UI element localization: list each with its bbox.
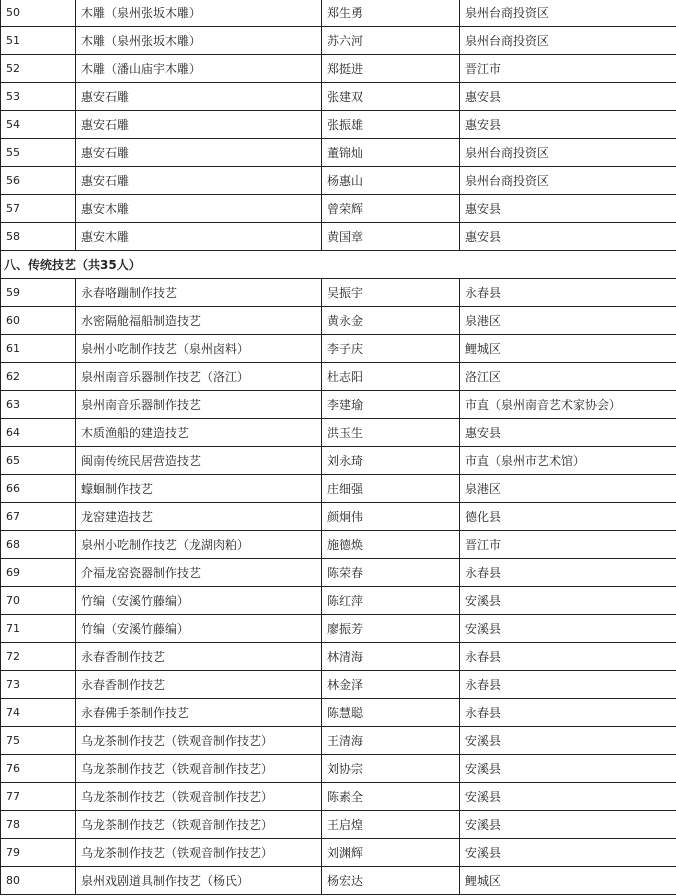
- table-row: [1, 559, 676, 587]
- row-number: 67: [1, 503, 76, 531]
- row-number: 53: [1, 83, 76, 111]
- table-body-section-8: [1, 279, 676, 895]
- table-row: [1, 643, 676, 671]
- table-row: [1, 755, 676, 783]
- inheritor-name: 张振雄: [322, 111, 460, 139]
- project-name: 惠安石雕: [76, 111, 322, 139]
- row-number: 56: [1, 167, 76, 195]
- region-name: 安溪县: [460, 587, 676, 615]
- project-name: 竹编（安溪竹藤编）: [76, 615, 322, 643]
- region-name: 永春县: [460, 671, 676, 699]
- region-name: 洛江区: [460, 363, 676, 391]
- inheritor-name: 陈慧聪: [322, 699, 460, 727]
- region-name: 惠安县: [460, 419, 676, 447]
- table-row: [1, 811, 676, 839]
- inheritor-name: 颜炯伟: [322, 503, 460, 531]
- project-name: 乌龙茶制作技艺（铁观音制作技艺）: [76, 755, 322, 783]
- inheritor-name: 郑挺进: [322, 55, 460, 83]
- table-row: [1, 111, 676, 139]
- table-row: [1, 475, 676, 503]
- inheritor-name: 杜志阳: [322, 363, 460, 391]
- row-number: 62: [1, 363, 76, 391]
- table-row: [1, 55, 676, 83]
- region-name: 晋江市: [460, 531, 676, 559]
- table-row: [1, 727, 676, 755]
- table-body-section-7: [1, 0, 676, 251]
- inheritor-name: 黄国章: [322, 223, 460, 251]
- row-number: 50: [1, 0, 76, 27]
- table-row: [1, 279, 676, 307]
- table-row: [1, 867, 676, 895]
- project-name: 木质渔船的建造技艺: [76, 419, 322, 447]
- row-number: 55: [1, 139, 76, 167]
- region-name: 永春县: [460, 279, 676, 307]
- project-name: 乌龙茶制作技艺（铁观音制作技艺）: [76, 727, 322, 755]
- table-row: [1, 363, 676, 391]
- inheritor-name: 林清海: [322, 643, 460, 671]
- inheritor-name: 黄永金: [322, 307, 460, 335]
- project-name: 乌龙茶制作技艺（铁观音制作技艺）: [76, 783, 322, 811]
- row-number: 80: [1, 867, 76, 895]
- inheritor-name: 王启煌: [322, 811, 460, 839]
- row-number: 76: [1, 755, 76, 783]
- row-number: 61: [1, 335, 76, 363]
- row-number: 59: [1, 279, 76, 307]
- table-row: [1, 699, 676, 727]
- table-row: [1, 139, 676, 167]
- region-name: 泉港区: [460, 475, 676, 503]
- table-row: [1, 167, 676, 195]
- inheritor-name: 施德焕: [322, 531, 460, 559]
- region-name: 永春县: [460, 559, 676, 587]
- table-row: [1, 447, 676, 475]
- row-number: 68: [1, 531, 76, 559]
- region-name: 鲤城区: [460, 867, 676, 895]
- project-name: 惠安石雕: [76, 167, 322, 195]
- row-number: 78: [1, 811, 76, 839]
- project-name: 惠安木雕: [76, 195, 322, 223]
- project-name: 乌龙茶制作技艺（铁观音制作技艺）: [76, 839, 322, 867]
- region-name: 安溪县: [460, 783, 676, 811]
- row-number: 79: [1, 839, 76, 867]
- inheritor-name: 刘渊辉: [322, 839, 460, 867]
- region-name: 泉州台商投资区: [460, 27, 676, 55]
- inheritor-name: 郑生勇: [322, 0, 460, 27]
- inheritor-name: 杨宏达: [322, 867, 460, 895]
- inheritor-name: 陈素全: [322, 783, 460, 811]
- inheritor-name: 王清海: [322, 727, 460, 755]
- project-name: 惠安木雕: [76, 223, 322, 251]
- table-row: [1, 0, 676, 27]
- project-name: 泉州南音乐器制作技艺: [76, 391, 322, 419]
- row-number: 66: [1, 475, 76, 503]
- inheritor-name: 刘永琦: [322, 447, 460, 475]
- region-name: 惠安县: [460, 111, 676, 139]
- inheritor-name: 陈红萍: [322, 587, 460, 615]
- region-name: 安溪县: [460, 615, 676, 643]
- table-row: [1, 587, 676, 615]
- table-row: [1, 223, 676, 251]
- project-name: 惠安石雕: [76, 139, 322, 167]
- project-name: 水密隔舱福船制造技艺: [76, 307, 322, 335]
- region-name: 市直（泉州南音艺术家协会）: [460, 391, 676, 419]
- table-row: [1, 531, 676, 559]
- project-name: 蠓蛔制作技艺: [76, 475, 322, 503]
- region-name: 惠安县: [460, 83, 676, 111]
- table-row: [1, 391, 676, 419]
- row-number: 75: [1, 727, 76, 755]
- project-name: 龙窑建造技艺: [76, 503, 322, 531]
- region-name: 惠安县: [460, 223, 676, 251]
- project-name: 永春香制作技艺: [76, 643, 322, 671]
- project-name: 永春咯蹦制作技艺: [76, 279, 322, 307]
- project-name: 惠安石雕: [76, 83, 322, 111]
- inheritor-name: 董锦灿: [322, 139, 460, 167]
- project-name: 永春香制作技艺: [76, 671, 322, 699]
- inheritor-name: 廖振芳: [322, 615, 460, 643]
- table-row: [1, 83, 676, 111]
- inheritor-name: 李建瑜: [322, 391, 460, 419]
- region-name: 永春县: [460, 699, 676, 727]
- inheritor-name: 李子庆: [322, 335, 460, 363]
- region-name: 安溪县: [460, 755, 676, 783]
- project-name: 泉州南音乐器制作技艺（洛江）: [76, 363, 322, 391]
- region-name: 泉州台商投资区: [460, 167, 676, 195]
- region-name: 永春县: [460, 643, 676, 671]
- region-name: 泉州台商投资区: [460, 0, 676, 27]
- row-number: 63: [1, 391, 76, 419]
- inheritor-name: 苏六河: [322, 27, 460, 55]
- row-number: 57: [1, 195, 76, 223]
- region-name: 泉港区: [460, 307, 676, 335]
- region-name: 惠安县: [460, 195, 676, 223]
- project-name: 闽南传统民居营造技艺: [76, 447, 322, 475]
- table-row: [1, 615, 676, 643]
- row-number: 65: [1, 447, 76, 475]
- region-name: 鲤城区: [460, 335, 676, 363]
- row-number: 60: [1, 307, 76, 335]
- inheritor-name: 曾荣辉: [322, 195, 460, 223]
- section-heading-row: [1, 251, 676, 279]
- inheritor-name: 林金泽: [322, 671, 460, 699]
- project-name: 木雕（泉州张坂木雕）: [76, 27, 322, 55]
- inheritor-name: 吴振宇: [322, 279, 460, 307]
- table-row: [1, 839, 676, 867]
- region-name: 安溪县: [460, 727, 676, 755]
- table-row: [1, 419, 676, 447]
- project-name: 木雕（潘山庙宇木雕）: [76, 55, 322, 83]
- project-name: 泉州小吃制作技艺（泉州卤料）: [76, 335, 322, 363]
- region-name: 市直（泉州市艺术馆）: [460, 447, 676, 475]
- inheritor-name: 陈荣春: [322, 559, 460, 587]
- region-name: 泉州台商投资区: [460, 139, 676, 167]
- inheritor-name: 杨惠山: [322, 167, 460, 195]
- table-body-section-heading: [1, 251, 676, 279]
- inheritor-name: 洪玉生: [322, 419, 460, 447]
- region-name: 安溪县: [460, 811, 676, 839]
- inheritor-name: 庄细强: [322, 475, 460, 503]
- table-row: [1, 27, 676, 55]
- row-number: 51: [1, 27, 76, 55]
- row-number: 70: [1, 587, 76, 615]
- row-number: 58: [1, 223, 76, 251]
- row-number: 54: [1, 111, 76, 139]
- table-row: [1, 307, 676, 335]
- row-number: 52: [1, 55, 76, 83]
- inheritor-name: 张建双: [322, 83, 460, 111]
- section-heading: 八、传统技艺（共35人）: [1, 251, 676, 279]
- region-name: 安溪县: [460, 839, 676, 867]
- project-name: 竹编（安溪竹藤编）: [76, 587, 322, 615]
- row-number: 64: [1, 419, 76, 447]
- row-number: 71: [1, 615, 76, 643]
- table-row: [1, 671, 676, 699]
- inheritor-name: 刘协宗: [322, 755, 460, 783]
- project-name: 泉州小吃制作技艺（龙湖肉粕）: [76, 531, 322, 559]
- row-number: 77: [1, 783, 76, 811]
- project-name: 泉州戏剧道具制作技艺（杨氏）: [76, 867, 322, 895]
- row-number: 73: [1, 671, 76, 699]
- project-name: 永春佛手茶制作技艺: [76, 699, 322, 727]
- row-number: 74: [1, 699, 76, 727]
- row-number: 69: [1, 559, 76, 587]
- region-name: 晋江市: [460, 55, 676, 83]
- table-row: [1, 335, 676, 363]
- project-name: 乌龙茶制作技艺（铁观音制作技艺）: [76, 811, 322, 839]
- row-number: 72: [1, 643, 76, 671]
- region-name: 德化县: [460, 503, 676, 531]
- table-row: [1, 783, 676, 811]
- table-row: [1, 195, 676, 223]
- table-row: [1, 503, 676, 531]
- project-name: 介福龙窑瓷器制作技艺: [76, 559, 322, 587]
- project-name: 木雕（泉州张坂木雕）: [76, 0, 322, 27]
